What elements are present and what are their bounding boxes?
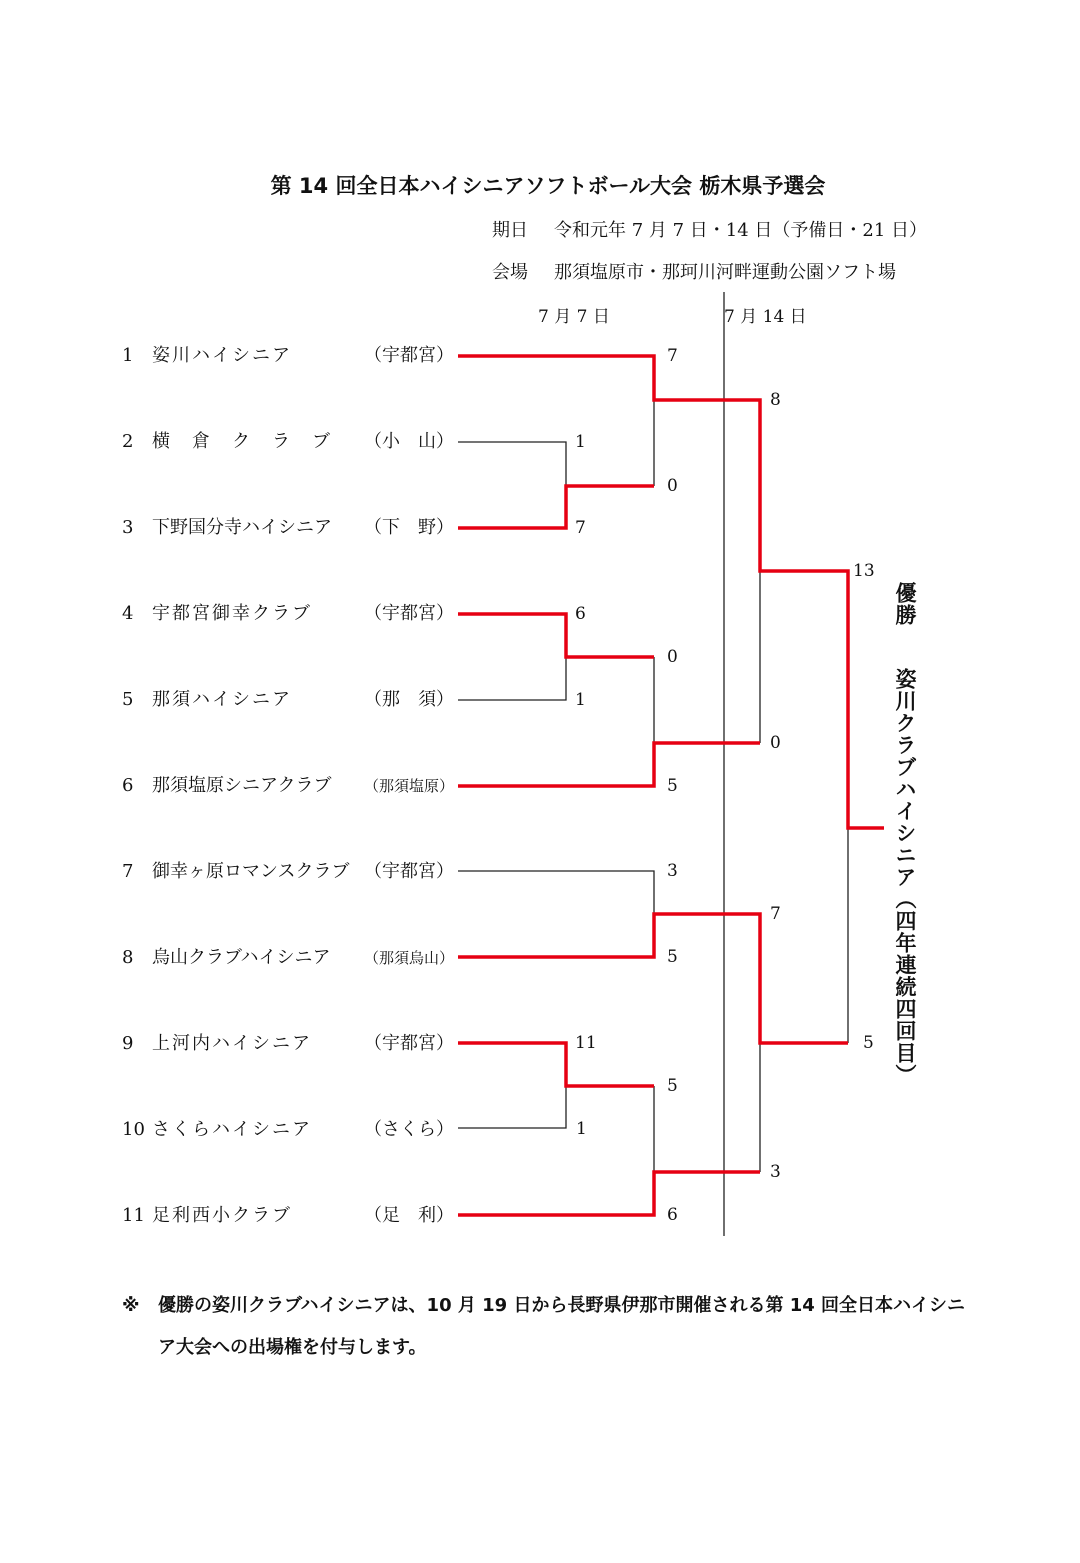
score: 0 bbox=[667, 647, 678, 667]
winner-path bbox=[458, 486, 654, 528]
team-name: 姿川ハイシニア bbox=[152, 345, 292, 366]
team-location: （那 須） bbox=[364, 689, 454, 710]
winner-path bbox=[458, 614, 654, 657]
score: 7 bbox=[575, 518, 586, 538]
note-text: 優勝の姿川クラブハイシニアは、10 月 19 日から長野県伊那市開催される第 14 回全日本ハイシニア大会への出場権を付与します。 bbox=[158, 1295, 966, 1358]
score: 11 bbox=[575, 1033, 597, 1053]
team-number: 7 bbox=[122, 861, 134, 882]
team-location: （宇都宮） bbox=[364, 603, 454, 624]
score: 7 bbox=[770, 904, 781, 924]
score: 5 bbox=[667, 776, 678, 796]
team-name: さくらハイシニア bbox=[152, 1119, 312, 1140]
team-name: 宇都宮御幸クラブ bbox=[152, 603, 312, 624]
bracket-line bbox=[458, 871, 654, 914]
venue-value: 那須塩原市・那珂川河畔運動公園ソフト場 bbox=[554, 262, 896, 283]
score: 8 bbox=[770, 390, 781, 410]
score: 5 bbox=[863, 1033, 874, 1053]
score: 1 bbox=[575, 432, 586, 452]
bracket-line bbox=[458, 442, 566, 486]
score: 3 bbox=[770, 1162, 781, 1182]
team-location: （宇都宮） bbox=[364, 861, 454, 882]
team-location: （さくら） bbox=[364, 1119, 454, 1140]
score: 0 bbox=[667, 476, 678, 496]
team-number: 5 bbox=[122, 689, 134, 710]
winner-path bbox=[458, 356, 884, 828]
team-location: （那須塩原） bbox=[364, 777, 455, 795]
score: 1 bbox=[576, 1119, 587, 1139]
team-number: 1 bbox=[122, 345, 134, 366]
team-name: 那須塩原シニアクラブ bbox=[152, 775, 332, 796]
team-location: （宇都宮） bbox=[364, 345, 454, 366]
bracket-line bbox=[458, 1086, 566, 1128]
score: 3 bbox=[667, 861, 678, 881]
score: 5 bbox=[667, 1076, 678, 1096]
team-location: （小 山） bbox=[364, 431, 454, 452]
team-location: （宇都宮） bbox=[364, 1033, 454, 1054]
team-number: 10 bbox=[122, 1119, 145, 1140]
bracket-line bbox=[458, 657, 566, 700]
round-date-1: 7 月 7 日 bbox=[538, 307, 610, 327]
note-mark: ※ bbox=[122, 1295, 140, 1316]
champion-team: 姿川クラブハイシニア（四年連続四回目） bbox=[893, 668, 917, 1086]
score: 1 bbox=[575, 690, 586, 710]
team-name: 御幸ヶ原ロマンスクラブ bbox=[152, 861, 350, 882]
team-location: （下 野） bbox=[364, 517, 454, 538]
winner-path bbox=[458, 1172, 760, 1215]
score: 13 bbox=[853, 561, 875, 581]
team-location: （足 利） bbox=[364, 1205, 454, 1226]
team-number: 8 bbox=[122, 947, 134, 968]
team-number: 4 bbox=[122, 603, 134, 624]
round-date-2: 7 月 14 日 bbox=[724, 307, 807, 327]
team-location: （那須烏山） bbox=[364, 949, 455, 967]
page-title: 第 14 回全日本ハイシニアソフトボール大会 栃木県予選会 bbox=[270, 174, 826, 198]
date-value: 令和元年 7 月 7 日・14 日（予備日・21 日） bbox=[554, 220, 928, 241]
score: 6 bbox=[667, 1205, 678, 1225]
footnote bbox=[122, 1285, 972, 1369]
score: 6 bbox=[575, 604, 586, 624]
team-number: 11 bbox=[122, 1205, 145, 1226]
champion-banner bbox=[890, 582, 920, 1086]
team-name: 下野国分寺ハイシニア bbox=[152, 517, 332, 538]
team-name: 烏山クラブハイシニア bbox=[152, 947, 331, 968]
winner-path bbox=[458, 743, 760, 786]
team-name: 足利西小クラブ bbox=[152, 1205, 292, 1226]
team-name: 横 倉 ク ラ ブ bbox=[152, 431, 332, 452]
venue-label: 会場 bbox=[492, 262, 528, 283]
winner-path bbox=[458, 914, 848, 1043]
score: 5 bbox=[667, 947, 678, 967]
score: 7 bbox=[667, 346, 678, 366]
team-number: 9 bbox=[122, 1033, 134, 1054]
team-name: 上河内ハイシニア bbox=[152, 1033, 312, 1054]
winner-path bbox=[458, 1043, 654, 1086]
team-name: 那須ハイシニア bbox=[152, 689, 292, 710]
team-number: 3 bbox=[122, 517, 134, 538]
score: 0 bbox=[770, 733, 781, 753]
date-label: 期日 bbox=[492, 220, 528, 241]
champion-label: 優勝 bbox=[893, 582, 917, 626]
team-number: 6 bbox=[122, 775, 134, 796]
team-number: 2 bbox=[122, 431, 134, 452]
